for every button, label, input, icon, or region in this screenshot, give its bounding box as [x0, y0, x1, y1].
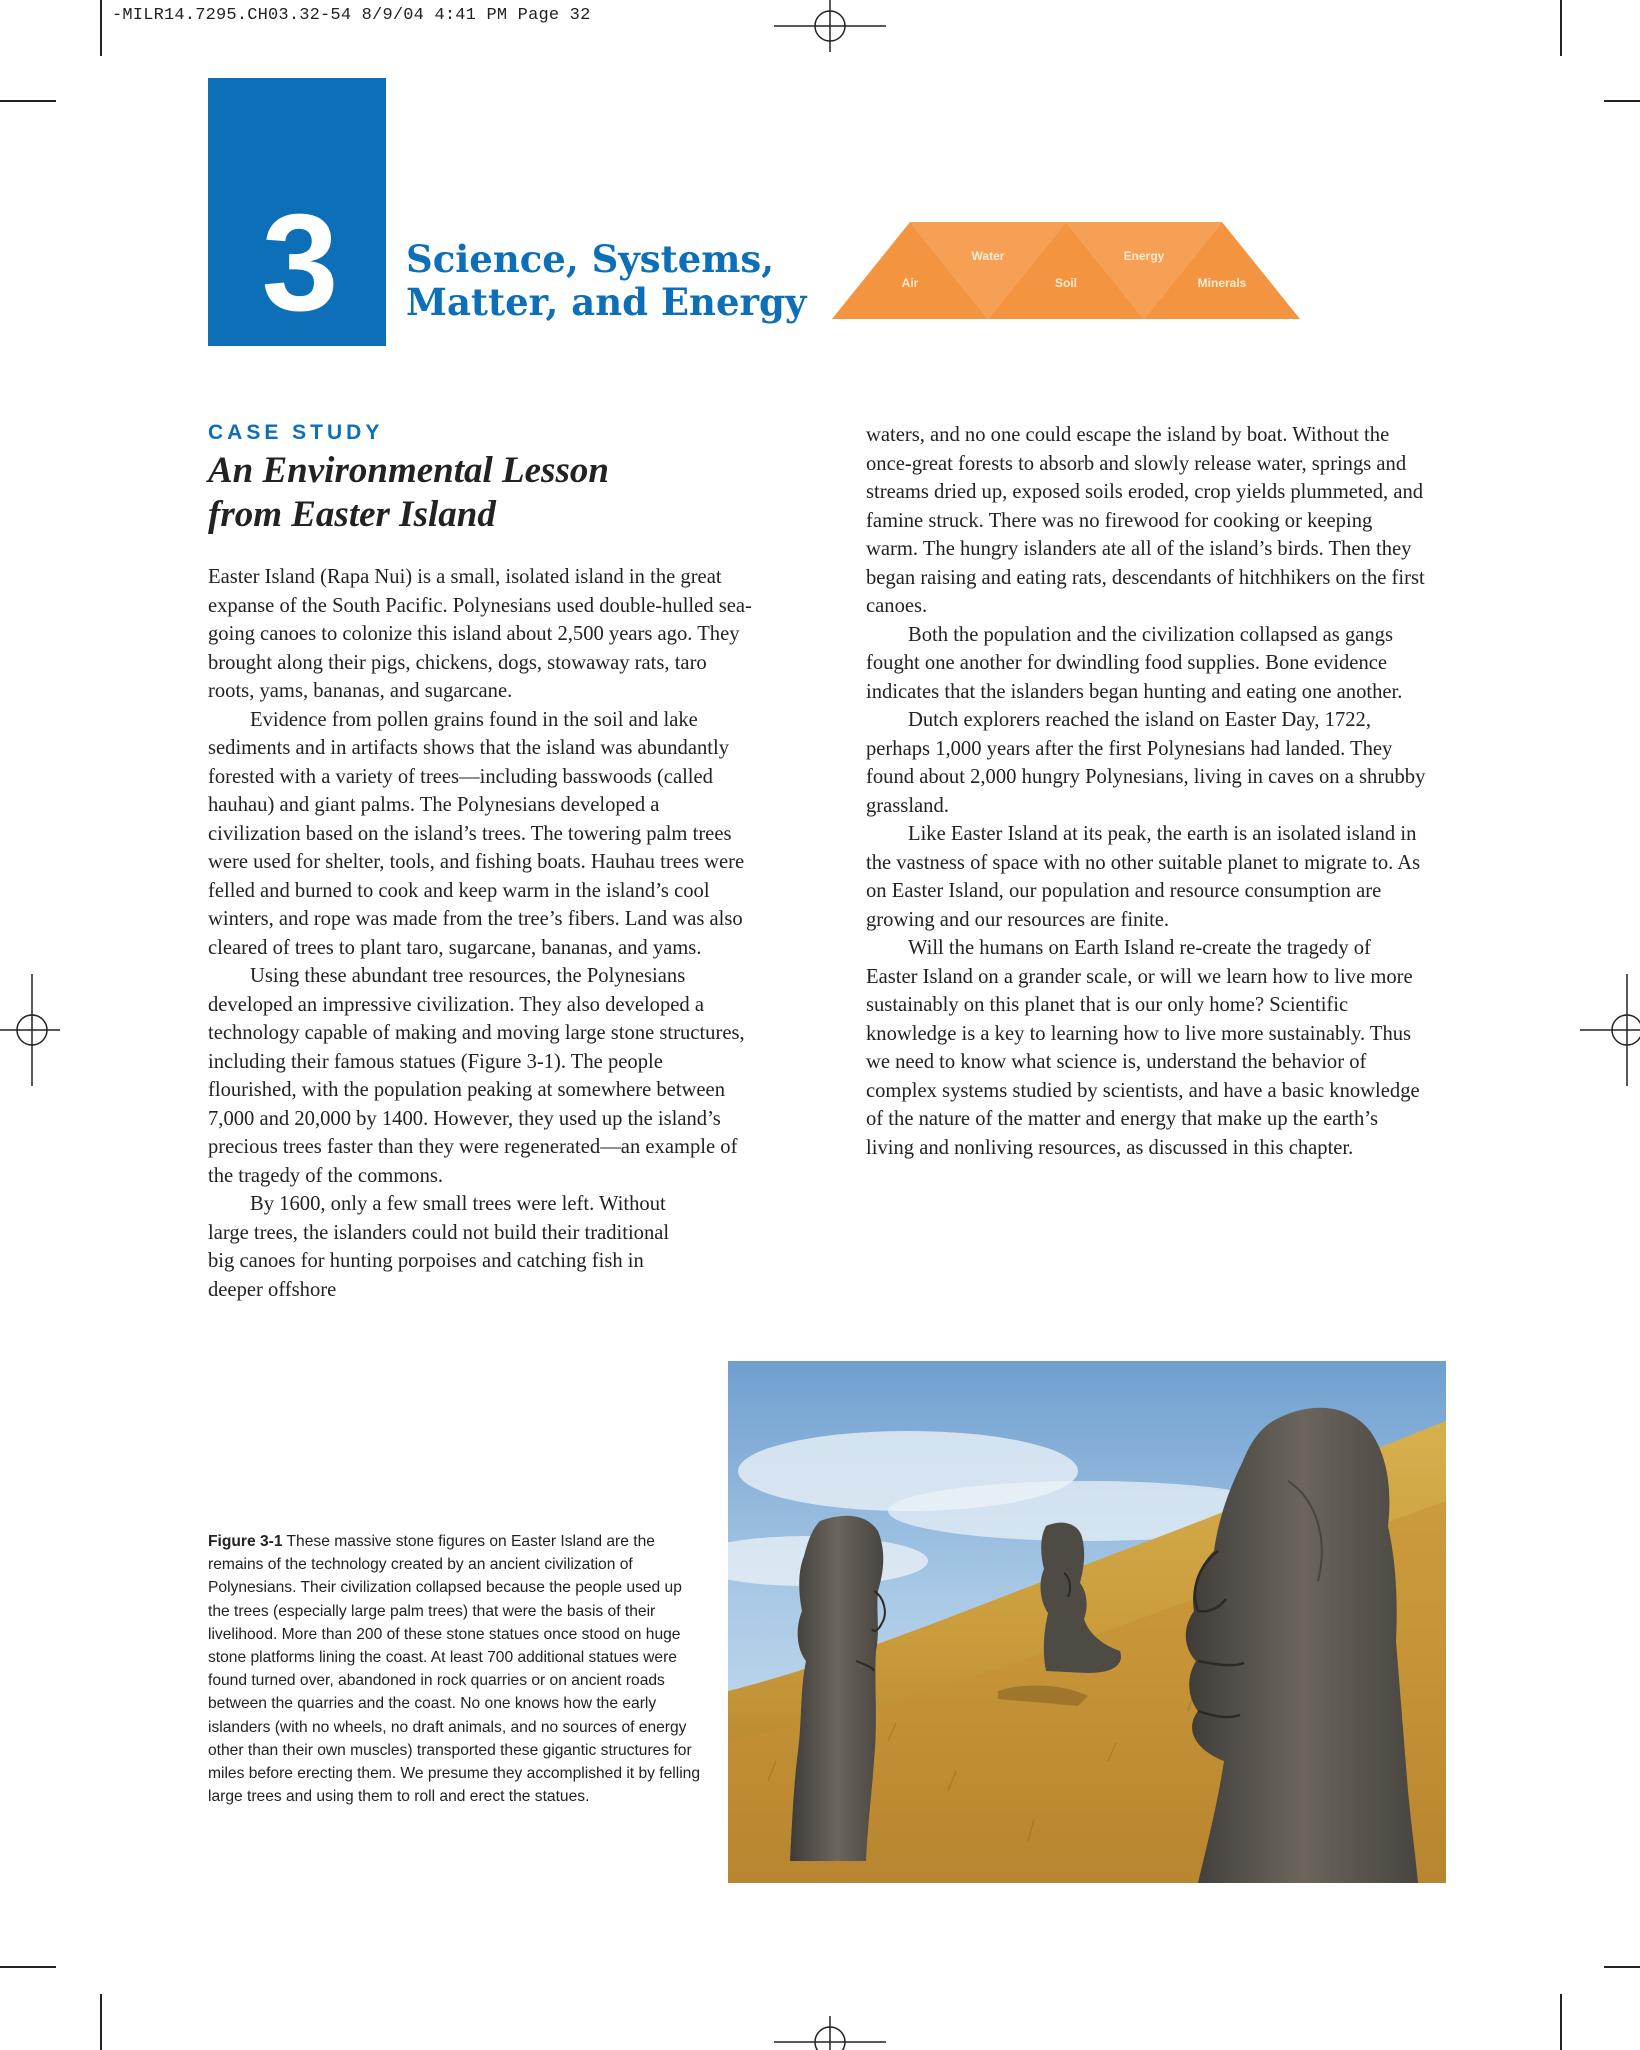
chapter-number-box [208, 78, 386, 346]
registration-mark-left [0, 974, 60, 1086]
triangle-label-air: Air [901, 276, 919, 290]
case-study-title [208, 449, 648, 537]
printer-slug: -MILR14.7295.CH03.32-54 8/9/04 4:41 PM Page 32 [112, 6, 591, 25]
chapter-title-line2: Matter, and Energy [406, 280, 807, 324]
crop-mark [1560, 0, 1562, 56]
crop-mark [0, 100, 56, 102]
registration-mark-bottom [774, 1994, 886, 2050]
case-study-kicker: CASE STUDY [208, 421, 384, 444]
case-study-title-line2: from Easter Island [208, 494, 496, 535]
case-study-title-line1: An Environmental Lesson [208, 450, 609, 491]
chapter-title [406, 238, 826, 324]
crop-mark [1560, 1994, 1562, 2050]
figure-label: Figure 3-1 [208, 1533, 283, 1550]
paragraph: Evidence from pollen grains found in the soil and lake sediments and in artifacts shows that the island was abundantly forested with a variety of trees—including basswoods (called hauhau) and giant palms. The Polynesians developed a civilization based on the island’s trees. The towering palm trees were used for shelter, tools, and fishing boats. Hauhau trees were felled and burned to cook and keep warm in the island’s cool winters, and rope was made from the tree’s fibers. Land was also cleared of trees to plant taro, sugarcane, bananas, and yams. [208, 708, 745, 959]
registration-mark-top [774, 0, 886, 56]
paragraph: By 1600, only a few small trees were left. Without large trees, the islanders could not build their traditional big canoes for hunting porpoises and catching fish in deeper offshore [208, 1193, 670, 1301]
paragraph: Dutch explorers reached the island on Easter Day, 1722, perhaps 1,000 years after the first Polynesians had landed. They found about 2,000 hungry Polynesians, living in caves on a shrubby grassland. [866, 709, 1426, 817]
paragraph: Both the population and the civilization collapsed as gangs fought one another for dwindling food supplies. Bone evidence indicates that the islanders began hunting and eating one another. [866, 623, 1403, 703]
paragraph: Will the humans on Earth Island re-create the tragedy of Easter Island on a grander scale, or will we learn how to live more sustainably on this planet that is our only home? Scientific knowledge is a key to learning how to live more sustainably. Thus we need to know what science is, understand the behavior of complex systems studied by scientists, and have a basic knowledge of the nature of the matter and energy that make up the earth’s living and nonliving resources, as discussed in this chapter. [866, 937, 1420, 1159]
paragraph: Like Easter Island at its peak, the earth is an isolated island in the vastness of space with no other suitable planet to migrate to. As on Easter Island, our population and resource consumption are growing and our resources are finite. [866, 823, 1421, 931]
paragraph: Using these abundant tree resources, the Polynesians developed an impressive civilization. They also developed a technology capable of making and moving large stone structures, including their famous statues (Figure 3-1). The people flourished, with the population peaking at somewhere between 7,000 and 20,000 by 1400. However, they used up the island’s precious trees faster than they were regenerated—an example of the tragedy of the commons. [208, 965, 745, 1187]
crop-mark [1604, 1966, 1640, 1968]
crop-mark [0, 1966, 56, 1968]
crop-mark [100, 0, 102, 56]
registration-mark-right [1580, 974, 1640, 1086]
left-column [208, 563, 756, 1304]
right-column [866, 421, 1426, 1162]
crop-mark [100, 1994, 102, 2050]
triangle-label-water: Water [971, 249, 1005, 263]
figure-caption-text: These massive stone figures on Easter Island are the remains of the technology created by an ancient civilization of Polynesians. Their civilization collapsed because the people used up the trees (especially large palm trees) that were the basis of their livelihood. More than 200 of these stone statues once stood on huge stone platforms lining the coast. At least 700 additional statues were found turned over, abandoned in rock quarries or on ancient roads between the quarries and the coast. No one knows how the early islanders (with no wheels, no draft animals, and no sources of energy other than their own muscles) transported these gigantic structures for miles before erecting them. We presume they accomplished it by felling large trees and using them to roll and erect the statues. [208, 1533, 701, 1806]
paragraph: waters, and no one could escape the island by boat. Without the once-great forests to absorb and slowly release water, springs and streams dried up, exposed soils eroded, crop yields plummeted, and famine struck. There was no firewood for cooking or keeping warm. The hungry islanders ate all of the island’s birds. Then they began raising and eating rats, descendants of hitchhikers on the first canoes. [866, 424, 1425, 617]
easter-island-statues-illustration [728, 1361, 1446, 1883]
crop-mark [1604, 100, 1640, 102]
resource-triangles [832, 222, 1302, 322]
figure-caption [208, 1530, 703, 1808]
chapter-number: 3 [261, 186, 339, 340]
paragraph: Easter Island (Rapa Nui) is a small, isolated island in the great expanse of the South Pacific. Polynesians used double-hulled sea-going canoes to colonize this island about 2,500 years ago. They brought along their pigs, chickens, dogs, stowaway rats, taro roots, yams, bananas, and sugarcane. [208, 566, 752, 702]
triangle-label-soil: Soil [1054, 276, 1078, 290]
chapter-title-line1: Science, Systems, [406, 237, 775, 281]
triangle-label-minerals: Minerals [1197, 276, 1247, 290]
triangle-label-energy: Energy [1123, 249, 1165, 263]
